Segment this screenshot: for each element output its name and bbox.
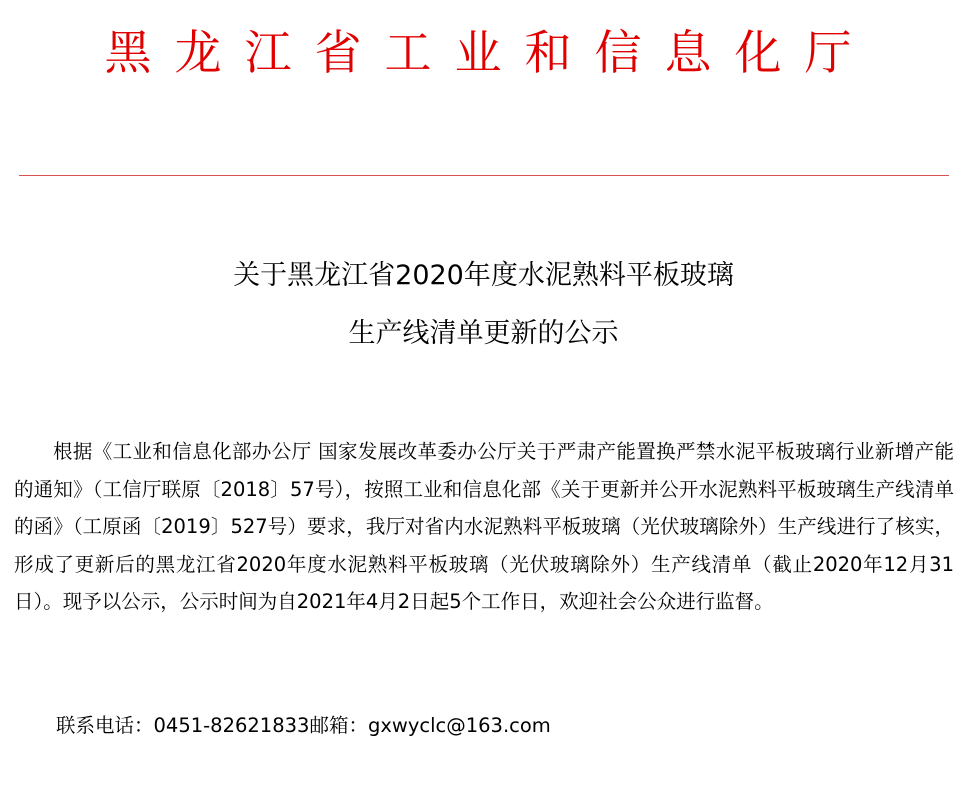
email-label: 邮箱： (309, 714, 368, 737)
body-paragraph: 根据《工业和信息化部办公厅 国家发展改革委办公厅关于严肃产能置换严禁水泥平板玻璃行业新增产能的通知》（工信厅联原〔2018〕57号），按照工业和信息化部《关于更新并公开水泥熟料平板玻璃生产线清单的函》（工原函〔2019〕527号）要求，我厅对省内水泥熟料平板玻璃（光伏玻璃除外）生产线进行了核实，形成了更新后的黑龙江省2020年度水泥熟料平板玻璃（光伏玻璃除外）生产线清单（截止2020年12月31日）。现予以公示，公示时间为自2021年4月2日起5个工作日，欢迎社会公众进行监督。 (14, 440, 954, 613)
document-title-line-2: 生产线清单更新的公示 (348, 318, 619, 349)
document-title-line-1: 关于黑龙江省2020年度水泥熟料平板玻璃 (233, 260, 734, 291)
phone-label: 联系电话： (56, 714, 154, 737)
phone-number: 0451-82621833 (153, 714, 310, 737)
red-divider-rule (19, 175, 949, 176)
email-address: gxwyclc@163.com (367, 714, 551, 737)
contact-line (56, 712, 551, 740)
org-header (0, 24, 967, 84)
org-name: 黑龙江省工业和信息化厅 (104, 26, 875, 81)
